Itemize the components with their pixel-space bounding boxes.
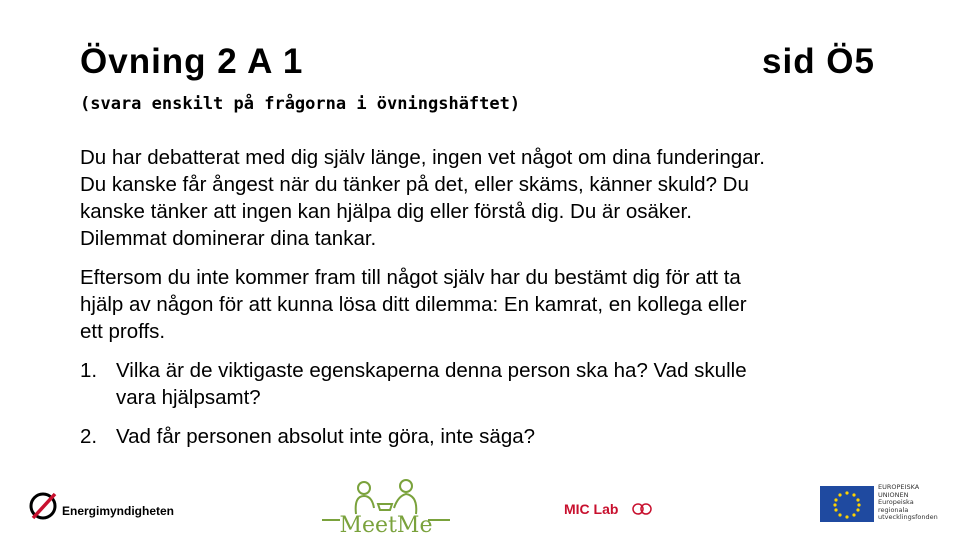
paragraph-1 <box>80 144 900 252</box>
eu-caption-line: EUROPEISKA <box>878 483 920 491</box>
question-number: 2. <box>80 425 98 449</box>
exercise-title: Övning 2 A 1 <box>80 42 304 81</box>
eu-caption-line: Europeiska <box>878 498 914 506</box>
paragraph-line: Du har debatterat med dig själv länge, ingen vet något om dina funderingar. <box>80 146 765 169</box>
paragraph-line: Du kanske får ångest när du tänker på det, eller skäms, känner skuld? Du <box>80 173 749 197</box>
paragraph-line: kanske tänker att ingen kan hjälpa dig eller förstå dig. Du är osäker. <box>80 200 692 224</box>
paragraph-line: hjälp av någon för att kunna lösa ditt dilemma: En kamrat, en kollega eller <box>80 293 747 317</box>
footer-logos <box>0 480 960 540</box>
energimyndigheten-logo-mark <box>28 488 178 528</box>
page-reference: sid Ö5 <box>762 42 875 81</box>
exercise-body <box>80 144 900 462</box>
question-number: 1. <box>80 359 98 383</box>
paragraph-line: Eftersom du inte kommer fram till något själv har du bestämt dig för att ta <box>80 266 741 290</box>
question-list <box>80 357 900 450</box>
meetme-wordmark: MeetMe <box>339 513 433 536</box>
miclab-logo-mark <box>562 496 658 522</box>
subtitle-instruction: (svara enskilt på frågorna i övningshäftet) <box>80 94 521 114</box>
energimyndigheten-logo <box>28 488 178 528</box>
question-text: Vad får personen absolut inte göra, inte säga? <box>116 425 536 449</box>
question-text: Vilka är de viktigaste egenskaperna denna person ska ha? Vad skulle <box>116 359 747 383</box>
eu-caption-line: regionala <box>878 505 909 514</box>
eu-logo-caption <box>878 484 938 522</box>
miclab-logo <box>562 496 658 522</box>
eu-logo <box>818 484 958 532</box>
paragraph-line: Dilemmat dominerar dina tankar. <box>80 227 377 251</box>
energimyndigheten-wordmark: Energimyndigheten <box>62 504 175 518</box>
meetme-logo-mark <box>320 474 452 536</box>
miclab-wordmark: MIC Lab <box>564 501 619 517</box>
question-item <box>80 357 900 411</box>
eu-caption-line: utvecklingsfonden <box>878 513 938 521</box>
paragraph-line: ett proffs. <box>80 320 166 344</box>
question-text: vara hjälpsamt? <box>116 386 261 410</box>
question-item <box>80 423 900 450</box>
paragraph-2 <box>80 264 900 345</box>
eu-caption-line: UNIONEN <box>878 490 909 499</box>
meetme-logo <box>320 474 452 536</box>
